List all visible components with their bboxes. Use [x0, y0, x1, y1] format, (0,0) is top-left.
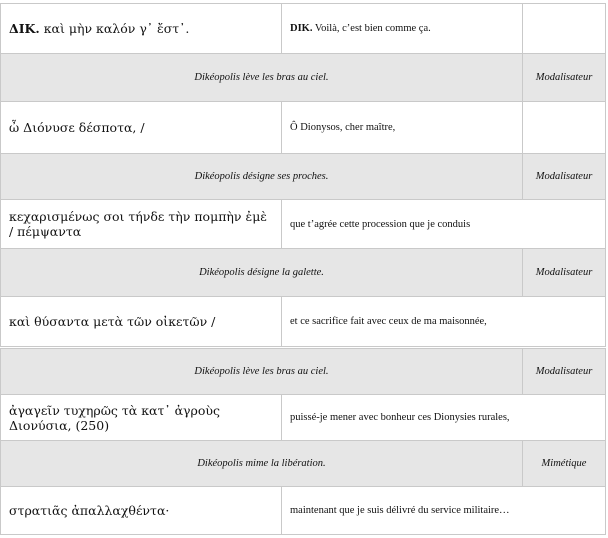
direction-type: Modalisateur [523, 249, 606, 297]
stage-direction: Dikéopolis désigne la galette. [1, 249, 523, 297]
greek-cell: κεχαρισμένως σοι τήνδε τὴν πομπὴν ἐμὲ / πέμψαντα [1, 200, 282, 249]
stage-direction: Dikéopolis lève les bras au ciel. [1, 349, 523, 395]
stage-direction-row [1, 441, 606, 487]
french-cell [282, 4, 523, 54]
dialogue-table-bottom [0, 348, 606, 535]
french-cell: et ce sacrifice fait avec ceux de ma maisonnée, [282, 297, 606, 347]
direction-type: Modalisateur [523, 154, 606, 200]
greek-cell: ὦ Διόνυσε δέσποτα, / [1, 102, 282, 154]
french-cell: puissé-je mener avec bonheur ces Dionysies rurales, [282, 395, 606, 441]
type-cell-empty [523, 102, 606, 154]
stage-direction: Dikéopolis lève les bras au ciel. [1, 54, 523, 102]
table-row [1, 102, 606, 154]
stage-direction-row [1, 249, 606, 297]
direction-type: Modalisateur [523, 349, 606, 395]
greek-speaker: ΔΙΚ. [9, 21, 40, 36]
french-cell: maintenant que je suis délivré du service militaire… [282, 487, 606, 535]
type-cell-empty [523, 4, 606, 54]
greek-cell [1, 4, 282, 54]
stage-direction: Dikéopolis mime la libération. [1, 441, 523, 487]
table-row [1, 297, 606, 347]
french-cell: que t’agrée cette procession que je conduis [282, 200, 606, 249]
table-row [1, 4, 606, 54]
stage-direction: Dikéopolis désigne ses proches. [1, 154, 523, 200]
dialogue-table-top [0, 3, 606, 347]
french-speaker: DIK. [290, 23, 313, 34]
greek-cell: καὶ θύσαντα μετὰ τῶν οἰκετῶν / [1, 297, 282, 347]
greek-cell: ἀγαγεῖν τυχηρῶς τὰ κατ᾽ ἀγροὺς Διονύσια, (250) [1, 395, 282, 441]
stage-direction-row [1, 349, 606, 395]
direction-type: Modalisateur [523, 54, 606, 102]
stage-direction-row [1, 54, 606, 102]
table-row [1, 487, 606, 535]
greek-text: καὶ μὴν καλόν γ᾽ ἔστ᾽. [39, 21, 190, 36]
table-row [1, 395, 606, 441]
direction-type: Mimétique [523, 441, 606, 487]
french-cell: Ô Dionysos, cher maître, [282, 102, 523, 154]
greek-cell: στρατιᾶς ἀπαλλαχθέντα· [1, 487, 282, 535]
table-row [1, 200, 606, 249]
french-text: Voilà, c’est bien comme ça. [312, 23, 431, 34]
stage-direction-row [1, 154, 606, 200]
